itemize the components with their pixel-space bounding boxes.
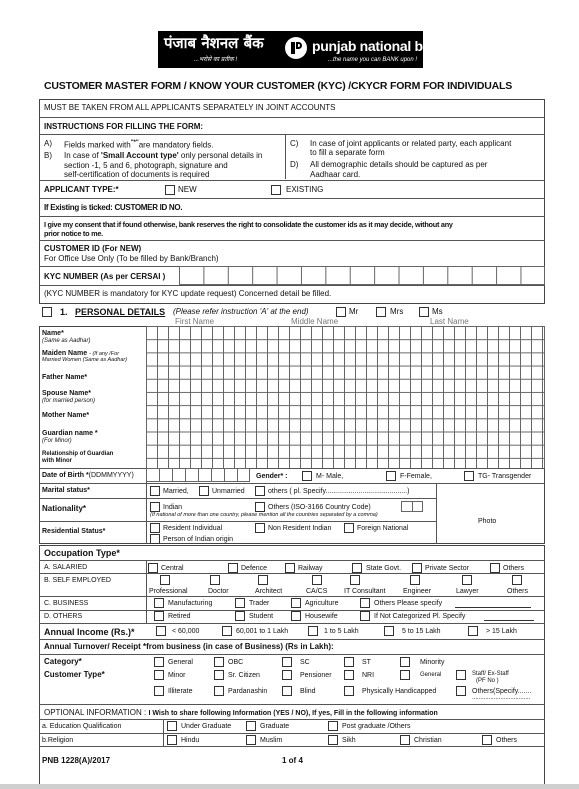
logo-english-tagline: ...the name you can BANK upon ! bbox=[328, 57, 418, 63]
occ-private-label: Private Sector bbox=[425, 565, 469, 572]
occ-private-checkbox[interactable] bbox=[412, 563, 422, 573]
occ-it-label: IT Consultant bbox=[344, 588, 386, 595]
gender-male-checkbox[interactable] bbox=[302, 471, 312, 481]
pio-checkbox[interactable] bbox=[150, 534, 160, 544]
occ-architect-label: Architect bbox=[255, 588, 283, 595]
existing-checkbox[interactable] bbox=[271, 185, 281, 195]
first-name-caption: First Name bbox=[175, 317, 215, 326]
occ-others-d-label: D. OTHERS bbox=[44, 613, 83, 620]
occ-professional-checkbox[interactable] bbox=[160, 575, 170, 585]
occ-trader-checkbox[interactable] bbox=[235, 598, 245, 608]
occ-business-others-checkbox[interactable] bbox=[360, 598, 370, 608]
ct-others-label: Others(Specify....... bbox=[472, 688, 532, 695]
mrs-checkbox[interactable] bbox=[376, 307, 386, 317]
spouse-name-label: Spouse Name* bbox=[42, 390, 92, 397]
guardian-sublabel: (For Minor) bbox=[42, 438, 72, 444]
instr-b-text: In case of 'Small Account type' only personal details in bbox=[64, 151, 263, 160]
instr-d-label: D) bbox=[290, 160, 299, 169]
rel-christian-label: Christian bbox=[414, 737, 442, 744]
nri-label: Non Resident Indian bbox=[268, 525, 332, 532]
ct-pardanashin-label: Pardanashin bbox=[228, 688, 268, 695]
instr-a-label: A) bbox=[44, 139, 52, 148]
personal-details-heading: PERSONAL DETAILS bbox=[75, 307, 166, 317]
optional-info-line: OPTIONAL INFORMATION : I Wish to share following Information (YES / NO), If yes, Fill in the following information bbox=[44, 708, 438, 717]
edu-postgrad-checkbox[interactable] bbox=[328, 721, 338, 731]
nationality-others-label: Others (ISO-3166 Country Code) bbox=[268, 504, 371, 511]
occ-trader-label: Trader bbox=[249, 600, 270, 607]
occ-housewife-label: Housewife bbox=[305, 613, 338, 620]
gender-male-label: M- Male, bbox=[316, 473, 344, 480]
page-edge bbox=[0, 784, 579, 789]
unmarried-checkbox[interactable] bbox=[199, 486, 209, 496]
guardian-name-label: Guardian name * bbox=[42, 430, 98, 437]
category-label: Category* bbox=[44, 657, 82, 666]
name-label: Name* bbox=[42, 330, 64, 337]
ct-staff-checkbox[interactable] bbox=[456, 670, 466, 680]
cat-st-checkbox[interactable] bbox=[344, 657, 354, 667]
occ-others-b-checkbox[interactable] bbox=[512, 575, 522, 585]
occ-business-others-label: Others Please specify bbox=[374, 600, 443, 607]
maiden-name-note: Married Women (Same as Aadhar) bbox=[42, 357, 128, 363]
occ-self-employed-label: B. SELF EMPLOYED bbox=[44, 577, 111, 584]
name-sublabel: (Same as Aadhar) bbox=[42, 338, 91, 344]
applicant-type-label: APPLICANT TYPE:* bbox=[44, 185, 119, 194]
occ-not-categorized-checkbox[interactable] bbox=[360, 611, 370, 621]
occ-engineer-checkbox[interactable] bbox=[410, 575, 420, 585]
occ-architect-checkbox[interactable] bbox=[258, 575, 268, 585]
unmarried-label: Unmarried bbox=[212, 488, 245, 495]
rel-sikh-checkbox[interactable] bbox=[328, 735, 338, 745]
pio-label: Person of Indian origin bbox=[163, 536, 234, 543]
nationality-note: (If national of more than one country, please mention all the countries separated by a comma) bbox=[150, 512, 378, 518]
instr-c-text: In case of joint applicants or related party, each applicant bbox=[310, 139, 512, 148]
consent-text: I give my consent that if found otherwise, bank reserves the right to consolidate the customer ids as it may decide, without any bbox=[44, 220, 453, 229]
income-r3-label: 1 to 5 Lakh bbox=[324, 628, 359, 635]
ct-sr-citizen-checkbox[interactable] bbox=[214, 670, 224, 680]
ct-staff-pf-label: (PF No ) bbox=[476, 678, 499, 684]
income-r2-checkbox[interactable] bbox=[222, 626, 232, 636]
cat-sc-checkbox[interactable] bbox=[282, 657, 292, 667]
occ-defence-label: Defence bbox=[241, 565, 268, 572]
income-r5-checkbox[interactable] bbox=[468, 626, 478, 636]
customer-id-note: For Office Use Only (To be filled by Bank/Branch) bbox=[44, 254, 219, 263]
gender-female-checkbox[interactable] bbox=[386, 471, 396, 481]
occ-lawyer-checkbox[interactable] bbox=[462, 575, 472, 585]
existing-customer-id-label: If Existing is ticked: CUSTOMER ID NO. bbox=[44, 203, 183, 212]
occupation-type-label: Occupation Type* bbox=[44, 548, 120, 558]
ct-handicapped-checkbox[interactable] bbox=[344, 686, 354, 696]
instr-c-label: C) bbox=[290, 139, 299, 148]
instructions-heading: INSTRUCTIONS FOR FILLING THE FORM: bbox=[44, 122, 204, 131]
ct-pensioner-checkbox[interactable] bbox=[282, 670, 292, 680]
gender-tg-label: TG- Transgender bbox=[478, 473, 532, 480]
occ-state-checkbox[interactable] bbox=[352, 563, 362, 573]
ct-blind-label: Blind bbox=[300, 688, 316, 695]
occ-professional-label: Professional bbox=[149, 588, 188, 595]
customer-type-label: Customer Type* bbox=[44, 670, 105, 679]
occ-ca-label: CA/CS bbox=[306, 588, 328, 595]
cat-sc-label: SC bbox=[300, 659, 310, 666]
occ-others-b-label: Others bbox=[507, 588, 529, 595]
foreign-national-checkbox[interactable] bbox=[344, 523, 354, 533]
nationality-indian-label: Indian bbox=[163, 504, 183, 511]
income-r2-label: 60,001 to 1 Lakh bbox=[236, 628, 289, 635]
occ-retired-checkbox[interactable] bbox=[154, 611, 164, 621]
occ-doctor-checkbox[interactable] bbox=[210, 575, 220, 585]
customer-id-label: CUSTOMER ID (For NEW) bbox=[44, 244, 142, 253]
rel-hindu-label: Hindu bbox=[181, 737, 200, 744]
gender-tg-checkbox[interactable] bbox=[464, 471, 474, 481]
occ-student-label: Student bbox=[249, 613, 274, 620]
consent-text-2: prior notice to me. bbox=[44, 229, 103, 238]
instr-b-text3: self-certification of documents is required bbox=[64, 170, 210, 179]
edu-graduate-label: Graduate bbox=[260, 723, 290, 730]
occ-agriculture-label: Agriculture bbox=[305, 600, 339, 607]
occ-agriculture-checkbox[interactable] bbox=[291, 598, 301, 608]
cat-general-label: General bbox=[168, 659, 193, 666]
marital-status-label: Marital status* bbox=[42, 487, 90, 494]
occ-housewife-checkbox[interactable] bbox=[291, 611, 301, 621]
occ-others-a-checkbox[interactable] bbox=[490, 563, 500, 573]
rel-christian-checkbox[interactable] bbox=[400, 735, 410, 745]
foreign-national-label: Foreign National bbox=[357, 525, 409, 532]
occ-salaried-label: A. SALARIED bbox=[44, 564, 88, 571]
occ-student-checkbox[interactable] bbox=[235, 611, 245, 621]
income-r3-checkbox[interactable] bbox=[308, 626, 318, 636]
kyc-number-label: KYC NUMBER (As per CERSAI ) bbox=[44, 272, 166, 281]
cat-minority-label: Minority bbox=[420, 659, 445, 666]
rel-others-checkbox[interactable] bbox=[482, 735, 492, 745]
married-label: Married, bbox=[163, 488, 189, 495]
new-label: NEW bbox=[178, 185, 197, 194]
edu-undergrad-checkbox[interactable] bbox=[167, 721, 177, 731]
section-number: 1. bbox=[60, 307, 68, 317]
instr-b-label: B) bbox=[44, 151, 52, 160]
cat-general-checkbox[interactable] bbox=[154, 657, 164, 667]
occ-manufacturing-label: Manufacturing bbox=[168, 600, 213, 607]
maiden-name-label: Maiden Name - (If any /For bbox=[42, 350, 120, 357]
logo-english: punjab national bank bbox=[312, 38, 447, 54]
cat-st-label: ST bbox=[362, 659, 371, 666]
income-r1-checkbox[interactable] bbox=[156, 626, 166, 636]
must-note: MUST BE TAKEN FROM ALL APPLICANTS SEPARATELY IN JOINT ACCOUNTS bbox=[44, 103, 336, 112]
income-r1-label: < 60,000 bbox=[172, 628, 200, 635]
name-character-grid[interactable] bbox=[146, 326, 545, 469]
ms-label: Ms bbox=[432, 307, 443, 316]
occ-others-a-label: Others bbox=[503, 565, 525, 572]
ct-illiterate-label: Illiterate bbox=[168, 688, 193, 695]
ct-blind-checkbox[interactable] bbox=[282, 686, 292, 696]
cat-obc-label: OBC bbox=[228, 659, 244, 666]
ct-staff-label: Staff/ Ex-Staff bbox=[472, 671, 509, 677]
rel-hindu-checkbox[interactable] bbox=[167, 735, 177, 745]
form-title: CUSTOMER MASTER FORM / KNOW YOUR CUSTOMER (KYC) /CKYCR FORM FOR INDIVIDUALS bbox=[44, 80, 513, 92]
cat-minority-checkbox[interactable] bbox=[400, 657, 410, 667]
ms-checkbox[interactable] bbox=[419, 307, 429, 317]
ct-handicapped-label: Physically Handicapped bbox=[362, 688, 437, 695]
marital-others-checkbox[interactable] bbox=[255, 486, 265, 496]
page-number: 1 of 4 bbox=[282, 756, 303, 765]
nri-checkbox[interactable] bbox=[255, 523, 265, 533]
gender-female-label: F-Female, bbox=[400, 473, 432, 480]
occ-not-categorized-label: If Not Categorized Pl. Specify bbox=[374, 613, 466, 620]
income-r5-label: > 15 Lakh bbox=[486, 628, 517, 635]
marital-others-label: others ( pl. Specify..........................................) bbox=[268, 488, 410, 495]
edu-graduate-checkbox[interactable] bbox=[246, 721, 256, 731]
occ-central-label: Central bbox=[161, 565, 184, 572]
annual-turnover-label: Annual Turnover/ Receipt *from business (in case of Business) (Rs in Lakh): bbox=[44, 642, 334, 651]
occ-central-checkbox[interactable] bbox=[148, 563, 158, 573]
logo-hindi-tagline: ...भरोसे का प्रतीक ! bbox=[194, 57, 238, 63]
ct-general-label: General bbox=[420, 672, 442, 678]
existing-label: EXISTING bbox=[286, 185, 324, 194]
edu-undergrad-label: Under Graduate bbox=[181, 723, 232, 730]
annual-income-label: Annual Income (Rs.)* bbox=[44, 627, 135, 637]
personal-details-checkbox[interactable] bbox=[42, 307, 52, 317]
dob-label: Date of Birth *(DDMMYYYY) bbox=[42, 472, 134, 479]
edu-postgrad-label: Post graduate /Others bbox=[342, 723, 411, 730]
nationality-indian-checkbox[interactable] bbox=[150, 502, 160, 512]
ct-nri-label: NRI bbox=[362, 672, 375, 679]
resident-individual-checkbox[interactable] bbox=[150, 523, 160, 533]
ct-pensioner-label: Pensioner bbox=[300, 672, 332, 679]
education-label: a. Education Qualification bbox=[42, 723, 122, 730]
rel-muslim-label: Muslim bbox=[260, 737, 283, 744]
photo-box-label: Photo bbox=[478, 518, 497, 525]
nationality-others-checkbox[interactable] bbox=[255, 502, 265, 512]
mother-name-label: Mother Name* bbox=[42, 412, 90, 419]
gender-label: Gender* : bbox=[256, 473, 288, 480]
rel-others-label: Others bbox=[496, 737, 518, 744]
instr-c-text2: to fill a separate form bbox=[310, 148, 385, 157]
religion-label: b.Religion bbox=[42, 737, 74, 744]
income-r4-label: 5 to 15 Lakh bbox=[402, 628, 441, 635]
mr-checkbox[interactable] bbox=[336, 307, 346, 317]
pnb-logo bbox=[158, 31, 447, 68]
instr-b-text2: section -1, 5 and 6, photograph, signature and bbox=[64, 161, 228, 170]
ct-minor-label: Minor bbox=[168, 672, 186, 679]
ct-others-dots: ................................... bbox=[472, 695, 531, 701]
occ-ca-checkbox[interactable] bbox=[312, 575, 322, 585]
middle-name-caption: Middle Name bbox=[291, 317, 339, 326]
logo-hindi: पंजाब नैशनल बैंक bbox=[164, 34, 264, 52]
last-name-caption: Last Name bbox=[430, 317, 469, 326]
ct-others-checkbox[interactable] bbox=[456, 686, 466, 696]
occ-railway-label: Railway bbox=[298, 565, 323, 572]
instr-a-text: Fields marked with"*"are mandatory fields. bbox=[64, 140, 214, 150]
residential-status-label: Residential Status* bbox=[42, 528, 106, 535]
ct-pardanashin-checkbox[interactable] bbox=[214, 686, 224, 696]
income-r4-checkbox[interactable] bbox=[384, 626, 394, 636]
kyc-note: (KYC NUMBER is mandatory for KYC update request) Concerned detail be filled. bbox=[44, 289, 332, 298]
pnb-emblem-icon bbox=[285, 37, 307, 59]
occ-retired-label: Retired bbox=[168, 613, 191, 620]
ct-sr-citizen-label: Sr. Citizen bbox=[228, 672, 260, 679]
instr-d-text: All demographic details should be captured as per bbox=[310, 160, 488, 169]
father-name-label: Father Name* bbox=[42, 374, 88, 381]
ct-illiterate-checkbox[interactable] bbox=[154, 686, 164, 696]
occ-state-label: State Govt. bbox=[366, 565, 402, 572]
married-checkbox[interactable] bbox=[150, 486, 160, 496]
occ-lawyer-label: Lawyer bbox=[456, 588, 479, 595]
relationship-label: Relationship of Guardian bbox=[42, 451, 114, 457]
resident-individual-label: Resident Individual bbox=[163, 525, 223, 532]
kyc-number-input[interactable] bbox=[179, 266, 545, 285]
occ-manufacturing-checkbox[interactable] bbox=[154, 598, 164, 608]
occ-business-label: C. BUSINESS bbox=[44, 600, 89, 607]
new-checkbox[interactable] bbox=[165, 185, 175, 195]
dob-input[interactable] bbox=[146, 468, 250, 482]
occ-railway-checkbox[interactable] bbox=[285, 563, 295, 573]
spouse-sublabel: (for married person) bbox=[42, 398, 96, 404]
country-code-input[interactable] bbox=[401, 501, 423, 512]
mrs-label: Mrs bbox=[390, 307, 404, 316]
relationship-label-2: with Minor bbox=[42, 458, 72, 464]
occ-defence-checkbox[interactable] bbox=[228, 563, 238, 573]
rel-sikh-label: Sikh bbox=[342, 737, 356, 744]
form-code: PNB 1228(A)/2017 bbox=[42, 756, 111, 765]
mr-label: Mr bbox=[349, 307, 359, 316]
ct-nri-checkbox[interactable] bbox=[344, 670, 354, 680]
occ-engineer-label: Engineer bbox=[403, 588, 432, 595]
occ-doctor-label: Doctor bbox=[208, 588, 229, 595]
nationality-label: Nationality* bbox=[42, 504, 87, 513]
ct-general-checkbox[interactable] bbox=[400, 670, 410, 680]
cat-obc-checkbox[interactable] bbox=[214, 657, 224, 667]
occ-it-checkbox[interactable] bbox=[350, 575, 360, 585]
rel-muslim-checkbox[interactable] bbox=[246, 735, 256, 745]
instr-d-text2: Aadhaar card. bbox=[310, 170, 361, 179]
personal-details-note: (Please refer instruction 'A' at the end) bbox=[173, 307, 309, 316]
ct-minor-checkbox[interactable] bbox=[154, 670, 164, 680]
